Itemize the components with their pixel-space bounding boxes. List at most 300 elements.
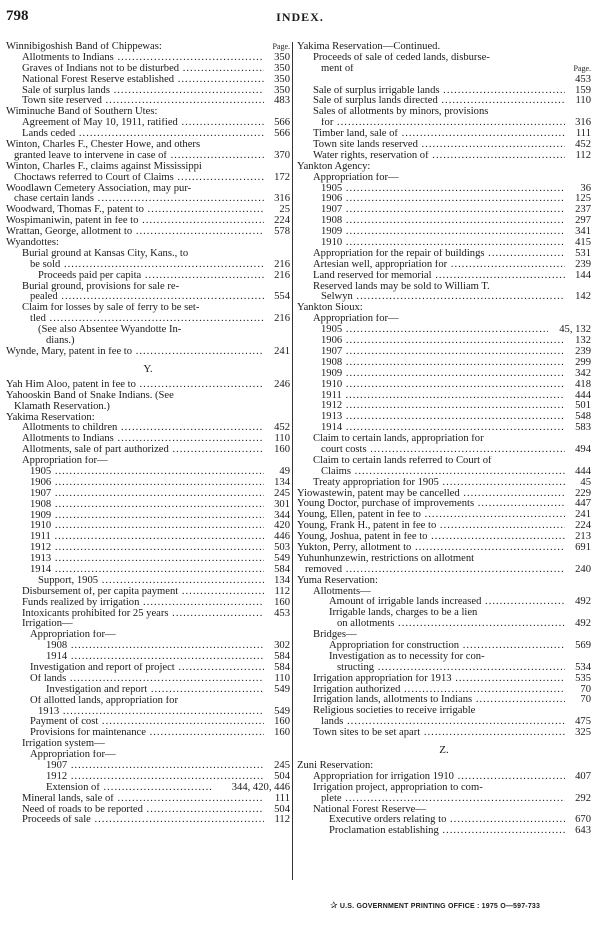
index-entry-text: removed .....	[305, 565, 565, 576]
index-entry-text: Religious societies to receive irrigable	[313, 706, 476, 717]
index-entry	[297, 129, 591, 140]
index-entry	[6, 565, 290, 576]
index-entry-text: Allotments to Indians .....	[22, 53, 264, 64]
index-entry	[6, 761, 290, 772]
index-entry	[297, 706, 591, 717]
index-entry	[6, 249, 290, 260]
index-entry-text: Treaty appropriation for 1905 .....	[313, 478, 565, 489]
index-entry-text: Appropriation for construction .....	[329, 641, 565, 652]
index-entry	[297, 456, 591, 467]
index-entry	[6, 53, 290, 64]
index-entry	[6, 151, 290, 162]
index-entry-page: 670	[575, 814, 591, 826]
index-entry	[6, 260, 290, 271]
index-entry-text: Proceeds of sale .....	[22, 815, 264, 826]
index-entry-page: 501	[575, 400, 591, 412]
index-entry-page: 111	[274, 792, 290, 804]
index-entry-text: Irrigable lands, charges to be a lien	[329, 608, 478, 619]
index-entry	[297, 238, 591, 249]
index-entry	[297, 314, 591, 325]
index-entry	[6, 118, 290, 129]
index-entry	[297, 86, 591, 97]
index-entry-page: 297	[575, 215, 591, 227]
index-entry-page: 245	[274, 487, 290, 499]
index-entry-page: 316	[274, 193, 290, 205]
index-entry	[6, 413, 290, 424]
index-entry	[297, 336, 591, 347]
index-entry	[297, 717, 591, 728]
index-entry-page: 216	[274, 258, 290, 270]
index-entry-text: 1909 .....	[30, 511, 264, 522]
index-entry-page: 246	[274, 378, 290, 390]
index-entry-text: 1907 .....	[321, 347, 565, 358]
index-entry-text: Yakima Reservation—Continued.	[297, 42, 441, 52]
index-entry-text: Irrigation appropriation for 1913 .....	[313, 674, 565, 685]
index-entry-text: Of allotted lands, appropriation for	[30, 695, 178, 706]
index-entry	[6, 75, 290, 86]
index-entry	[6, 282, 290, 293]
page-number: 798	[6, 8, 29, 24]
index-entry-page: 36	[580, 182, 591, 194]
index-column-left	[6, 42, 290, 826]
index-entry-page: 49	[279, 465, 290, 477]
index-entry	[297, 805, 591, 816]
index-entry	[6, 456, 290, 467]
index-entry-text: Town site lands reserved .....	[313, 140, 565, 151]
index-entry-text: Agreement of May 10, 1911, ratified .....	[22, 118, 264, 129]
index-entry	[6, 402, 290, 413]
index-entry	[297, 489, 591, 500]
index-entry-text: Water rights, reservation of .....	[313, 151, 565, 162]
index-entry-text: Irrigation authorized .....	[313, 685, 565, 696]
index-entry	[297, 478, 591, 489]
index-entry-text: 1906 .....	[321, 194, 565, 205]
index-entry-page: 370	[274, 149, 290, 161]
index-entry	[297, 434, 591, 445]
index-entry-page: 420	[274, 520, 290, 532]
index-entry-text: Irrigation project, appropriation to com-	[313, 782, 483, 793]
index-entry-text: Investigation as to necessity for con-	[329, 651, 485, 662]
index-entry-page: 494	[575, 443, 591, 455]
index-entry-text: 1914 .....	[30, 565, 264, 576]
index-entry-text: Wynde, Mary, patent in fee to .....	[6, 347, 264, 358]
index-entry	[297, 554, 591, 565]
index-entry-text: 1912 .....	[46, 772, 264, 783]
index-entry	[6, 500, 290, 511]
index-entry-text: plete .....	[321, 794, 565, 805]
index-entry	[6, 292, 290, 303]
index-entry	[6, 717, 290, 728]
index-entry	[297, 303, 591, 314]
index-entry-page: 549	[274, 705, 290, 717]
index-entry-text: Investigation and report .....	[46, 685, 264, 696]
index-entry-text: Proceeds of sale of ceded lands, disburse-	[313, 52, 490, 63]
page-column-heading: Page.	[573, 63, 591, 73]
index-entry-text: Allotments to Indians .....	[22, 434, 264, 445]
index-entry	[6, 478, 290, 489]
index-entry	[6, 750, 290, 761]
imprint-code: O—597-733	[500, 903, 541, 910]
index-entry-text: Proceeds paid per capita .....	[38, 271, 264, 282]
index-entry-text: 1906 .....	[321, 336, 565, 347]
index-entry	[297, 64, 591, 75]
index-entry-page: 239	[575, 345, 591, 357]
index-entry	[297, 162, 591, 173]
index-entry-text: 1910 .....	[30, 521, 264, 532]
index-entry	[297, 728, 591, 739]
index-entry-text: Yiowastewin, patent may be cancelled .....	[297, 489, 565, 500]
index-entry-page: 301	[274, 498, 290, 510]
index-entry-page: 134	[274, 476, 290, 488]
index-entry	[297, 227, 591, 238]
index-entry-text: Appropriation for—	[22, 456, 108, 467]
index-entry	[297, 75, 591, 86]
index-entry-text: 1907 .....	[30, 489, 264, 500]
index-entry	[6, 630, 290, 641]
index-entry-page: 483	[274, 95, 290, 107]
index-entry	[6, 619, 290, 630]
index-entry-page: 418	[575, 378, 591, 390]
index-entry	[297, 663, 591, 674]
index-entry-page: 350	[274, 73, 290, 85]
index-entry-text: Claim to certain lands, appropriation for	[313, 434, 484, 445]
index-entry-text: 1908 .....	[321, 216, 565, 227]
index-entry	[297, 794, 591, 805]
index-entry	[297, 674, 591, 685]
index-entry-page: 213	[575, 531, 591, 543]
index-entry	[297, 292, 591, 303]
index-entry	[297, 173, 591, 184]
index-entry-page: 583	[575, 422, 591, 434]
index-entry-text: (See also Absentee Wyandotte In-	[38, 325, 182, 336]
index-entry-text: granted leave to intervene in case of .....	[14, 151, 264, 162]
index-entry-text: Intoxicants prohibited for 25 years .....	[22, 609, 264, 620]
index-entry	[297, 118, 591, 129]
index-entry-text: Bridges—	[313, 630, 357, 641]
index-entry-text: Provisions for maintenance .....	[30, 728, 264, 739]
index-entry-text: Graves of Indians not to be disturbed .....	[22, 64, 264, 75]
index-entry	[6, 696, 290, 707]
index-entry-page: 216	[274, 313, 290, 325]
index-entry-text: Yuhunhunzewin, restrictions on allotment	[297, 553, 475, 564]
index-entry-text: Need of roads to be reported .....	[22, 805, 264, 816]
index-entry-text: Yukton, Perry, allotment to .....	[297, 543, 565, 554]
index-entry	[6, 445, 290, 456]
index-entry-text: Allotments—	[313, 586, 371, 597]
index-entry-page: 548	[575, 411, 591, 423]
index-entry-text: Young, Joshua, patent in fee to .....	[297, 532, 565, 543]
index-entry	[6, 314, 290, 325]
index-entry	[297, 249, 591, 260]
index-entry-page: 452	[575, 139, 591, 151]
index-entry-text: Artesian well, appropriation for .....	[313, 260, 565, 271]
index-entry-text: Amount of irrigable lands increased .....	[329, 597, 565, 608]
index-entry-page: 350	[274, 84, 290, 96]
index-entry	[297, 826, 591, 837]
index-entry	[297, 445, 591, 456]
index-entry	[6, 467, 290, 478]
index-entry-text: Support, 1905 .....	[38, 576, 264, 587]
index-entry-page: 350	[274, 51, 290, 63]
index-entry-text: Irrigation system—	[22, 739, 105, 750]
index-entry	[297, 380, 591, 391]
index-entry-text: Claim for losses by sale of ferry to be set-	[22, 303, 200, 314]
index-entry-text: Appropriation for irrigation 1910 .....	[313, 772, 565, 783]
index-entry-text: Appropriation for—	[313, 172, 399, 183]
index-entry-page: 142	[575, 291, 591, 303]
index-entry-page: 316	[575, 117, 591, 129]
index-entry	[6, 598, 290, 609]
index-entry-page: 554	[274, 291, 290, 303]
index-entry	[297, 510, 591, 521]
index-entry-page: 503	[274, 542, 290, 554]
index-entry	[297, 140, 591, 151]
index-entry	[6, 347, 290, 358]
index-entry-page: 302	[274, 640, 290, 652]
index-entry	[297, 772, 591, 783]
index-entry-text: National Forest Reserve established .....	[22, 75, 264, 86]
index-entry-text: Claim to certain lands referred to Court of	[313, 455, 492, 466]
index-entry	[6, 511, 290, 522]
index-entry-text: 1905 .....	[321, 325, 548, 336]
index-entry	[297, 695, 591, 706]
index-entry-page: 447	[575, 498, 591, 510]
index-entry-page: 45	[580, 476, 591, 488]
index-entry-page: 549	[274, 553, 290, 565]
index-entry-page: 25	[279, 204, 290, 216]
index-entry-page: 566	[274, 117, 290, 129]
index-entry-page: 342	[575, 367, 591, 379]
index-entry-text: Appropriation for—	[30, 750, 116, 761]
index-entry-page: 110	[274, 672, 290, 684]
index-entry	[6, 728, 290, 739]
index-entry-page: 584	[274, 563, 290, 575]
index-entry	[6, 434, 290, 445]
index-entry	[297, 576, 591, 587]
index-entry	[297, 151, 591, 162]
index-entry-page: 292	[575, 792, 591, 804]
index-entry-page: 344, 420, 446	[231, 781, 290, 793]
index-entry-page: 531	[575, 247, 591, 259]
index-entry-page: 453	[575, 73, 591, 85]
index-entry	[6, 739, 290, 750]
index-entry-page: 132	[575, 335, 591, 347]
index-entry-text: 1913 .....	[38, 707, 264, 718]
index-entry-text: Mineral lands, sale of .....	[22, 794, 264, 805]
index-entry-text: Irrigation lands, allotments to Indians .....	[313, 695, 565, 706]
index-entry-page: 70	[580, 694, 591, 706]
index-entry-page: 407	[575, 770, 591, 782]
index-entry	[6, 238, 290, 249]
index-entry	[6, 64, 290, 75]
index-entry	[297, 815, 591, 826]
index-entry	[6, 685, 290, 696]
index-entry	[6, 674, 290, 685]
index-entry	[297, 347, 591, 358]
index-entry	[6, 805, 290, 816]
index-entry	[6, 391, 290, 402]
index-entry-page: 45, 132	[559, 324, 591, 336]
index-entry-text: Town site reserved .....	[22, 96, 264, 107]
index-entry	[297, 467, 591, 478]
page-header	[6, 8, 594, 28]
index-entry	[297, 391, 591, 402]
index-entry-page: 569	[575, 639, 591, 651]
index-entry-text: Yah Him Aloo, patent in fee to .....	[6, 380, 264, 391]
index-entry-page: 566	[274, 128, 290, 140]
index-entry-text: 1914 .....	[321, 423, 565, 434]
index-entry	[297, 282, 591, 293]
index-entry	[6, 794, 290, 805]
index-entry-text: 1907 .....	[46, 761, 264, 772]
index-entry-page: 111	[575, 128, 591, 140]
index-entry	[6, 554, 290, 565]
index-entry-text: Sales of allotments by minors, provisions	[313, 107, 489, 118]
index-entry-page: 160	[274, 444, 290, 456]
index-entry	[297, 783, 591, 794]
index-entry	[6, 325, 290, 336]
index-entry-text: dians.)	[46, 336, 75, 347]
index-entry	[6, 423, 290, 434]
index-entry	[297, 619, 591, 630]
index-entry	[297, 194, 591, 205]
index-entry-page: 237	[575, 204, 591, 216]
index-entry	[6, 576, 290, 587]
index-entry-page: 125	[575, 193, 591, 205]
index-entry	[297, 761, 591, 772]
index-entry	[297, 401, 591, 412]
index-entry-text: Young Doctor, purchase of improvements .....	[297, 499, 565, 510]
index-entry-page: 341	[575, 226, 591, 238]
index-entry-page: 240	[575, 563, 591, 575]
index-entry	[297, 184, 591, 195]
index-entry-text: Payment of cost .....	[30, 717, 264, 728]
index-entry-page: 535	[575, 672, 591, 684]
index-entry-text: Burial ground, provisions for sale re-	[22, 281, 180, 292]
index-entry	[297, 685, 591, 696]
index-entry-page: 446	[274, 531, 290, 543]
index-entry	[297, 260, 591, 271]
index-entry	[6, 227, 290, 238]
index-entry-page: 444	[575, 389, 591, 401]
index-entry	[297, 216, 591, 227]
index-entry-page: 160	[274, 716, 290, 728]
index-entry	[6, 641, 290, 652]
index-entry	[6, 205, 290, 216]
index-entry-text: ment of	[321, 63, 354, 74]
index-entry	[297, 641, 591, 652]
section-letter: Z.	[439, 744, 449, 756]
index-entry-page: 584	[274, 661, 290, 673]
index-entry-page: 549	[274, 683, 290, 695]
index-entry-text: Of lands .....	[30, 674, 264, 685]
index-entry-text: on allotments .....	[337, 619, 565, 630]
index-entry	[6, 652, 290, 663]
star-icon: ✰	[330, 900, 338, 910]
index-entry-page: 112	[575, 149, 591, 161]
index-entry-text: National Forest Reserve—	[313, 804, 426, 815]
index-entry-text: Reserved lands may be sold to William T.	[313, 281, 490, 292]
column-divider	[292, 42, 293, 880]
index-entry-text: 1914 .....	[46, 652, 264, 663]
index-entry-text: Wrattan, George, allotment to .....	[6, 227, 264, 238]
index-entry-page: 584	[274, 651, 290, 663]
printing-office-imprint	[330, 900, 540, 911]
index-entry-page: 159	[575, 84, 591, 96]
index-entry	[297, 587, 591, 598]
index-entry	[297, 652, 591, 663]
index-entry-page: 134	[274, 574, 290, 586]
index-entry-text: Land reserved for memorial .....	[313, 271, 565, 282]
index-entry-text: 1911 .....	[321, 391, 565, 402]
index-entry-page: 415	[575, 237, 591, 249]
index-entry-text: Selwyn .....	[321, 292, 565, 303]
index-entry-page: 534	[575, 661, 591, 673]
index-entry	[6, 162, 290, 173]
index-entry	[6, 271, 290, 282]
index-entry	[297, 107, 591, 118]
index-column-right	[297, 42, 591, 837]
index-entry-page: 160	[274, 727, 290, 739]
index-entry-text: pealed .....	[30, 292, 264, 303]
index-entry	[6, 587, 290, 598]
index-entry	[297, 205, 591, 216]
index-entry-page: 216	[274, 269, 290, 281]
index-entry-text: 1905 .....	[30, 467, 264, 478]
index-entry	[297, 369, 591, 380]
index-entry-page: 239	[575, 258, 591, 270]
index-entry-text: Claims .....	[321, 467, 565, 478]
index-entry-text: Burial ground at Kansas City, Kans., to	[22, 248, 189, 259]
index-entry-text: chase certain lands .....	[14, 194, 264, 205]
index-entry-text: Yankton Sioux:	[297, 303, 363, 314]
index-entry-page: 144	[575, 269, 591, 281]
index-entry	[6, 107, 290, 118]
index-entry-text: Winton, Charles F., claims against Mississippi	[6, 161, 202, 172]
index-entry-page: 112	[274, 814, 290, 826]
index-entry-text: 1910 .....	[321, 380, 565, 391]
index-entry	[6, 543, 290, 554]
index-entry-page: 691	[575, 541, 591, 553]
index-entry-text: 1909 .....	[321, 369, 565, 380]
index-entry-text: 1913 .....	[321, 412, 565, 423]
section-letter: Y.	[143, 362, 153, 375]
index-entry-text: 1913 .....	[30, 554, 264, 565]
index-entry-text: Timber land, sale of .....	[313, 129, 565, 140]
index-entry-page: 229	[575, 487, 591, 499]
index-entry-text: Disbursement of, per capita payment .....	[22, 587, 264, 598]
index-entry	[6, 707, 290, 718]
index-entry	[297, 543, 591, 554]
index-entry-text: 1908 .....	[30, 500, 264, 511]
index-entry-text: Woodward, Thomas F., patent to .....	[6, 205, 264, 216]
index-entry-page: 241	[274, 345, 290, 357]
index-entry-page: 299	[575, 356, 591, 368]
index-entry	[6, 489, 290, 500]
index-entry-text: Sale of surplus lands .....	[22, 86, 264, 97]
index-entry	[6, 609, 290, 620]
index-entry	[6, 783, 290, 794]
index-entry-text: Appropriation for the repair of buildings .....	[313, 249, 565, 260]
index-entry-text: Sale of surplus lands directed .....	[313, 96, 565, 107]
index-entry-page: 578	[274, 226, 290, 238]
index-entry-text: 1906 .....	[30, 478, 264, 489]
index-entry	[297, 53, 591, 64]
running-title: INDEX.	[276, 10, 324, 24]
index-entry	[6, 521, 290, 532]
index-entry-page: 453	[274, 607, 290, 619]
index-entry-text: 1909 .....	[321, 227, 565, 238]
